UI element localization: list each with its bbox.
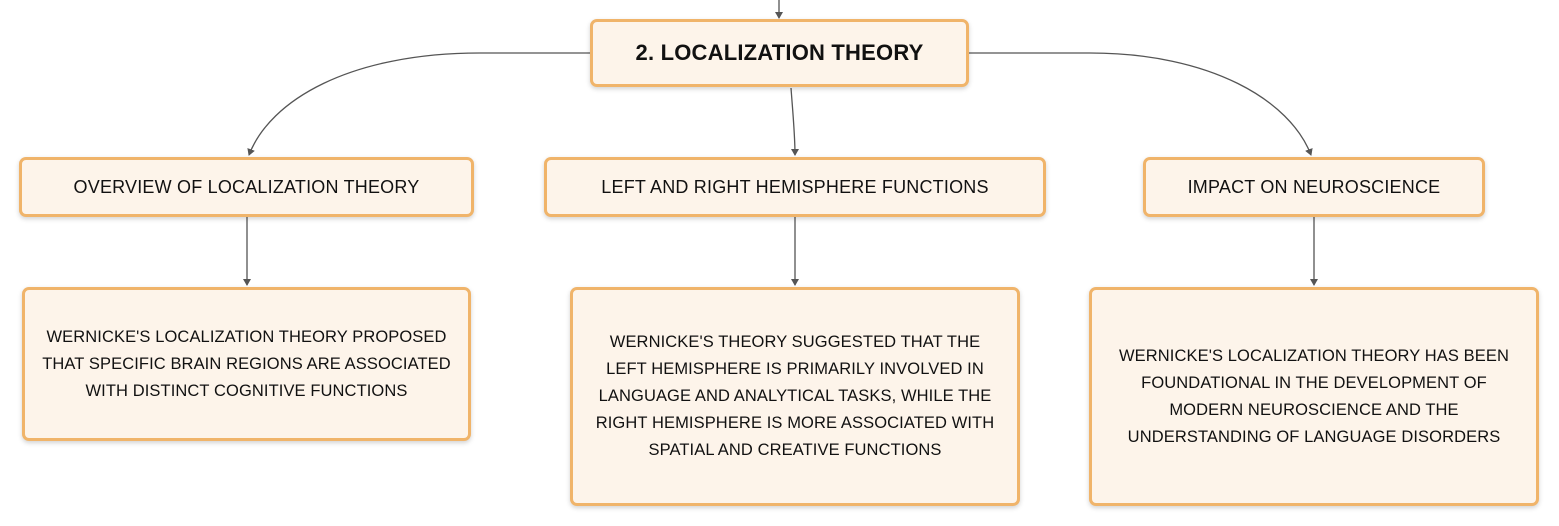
root-node-label: 2. LOCALIZATION THEORY [635, 40, 924, 65]
root-node[interactable] [590, 19, 969, 87]
branch-node-label: LEFT AND RIGHT HEMISPHERE FUNCTIONS [601, 176, 989, 197]
detail-node-text: WERNICKE'S LOCALIZATION THEORY HAS BEEN FOUNDATIONAL IN THE DEVELOPMENT OF MODERN NEUROSCIENCE AND THE UNDERSTANDING OF LANGUAGE DISORDERS [1119, 346, 1509, 446]
connector-root-to-overview [249, 53, 590, 155]
connector-root-to-impact [969, 53, 1311, 155]
detail-node-overview[interactable] [22, 287, 471, 441]
branch-node-label: OVERVIEW OF LOCALIZATION THEORY [73, 176, 420, 197]
detail-node-text: WERNICKE'S LOCALIZATION THEORY PROPOSED THAT SPECIFIC BRAIN REGIONS ARE ASSOCIATED WITH DISTINCT COGNITIVE FUNCTIONS [42, 327, 451, 400]
branch-node-overview[interactable] [19, 157, 474, 217]
detail-node-text: WERNICKE'S THEORY SUGGESTED THAT THE LEFT HEMISPHERE IS PRIMARILY INVOLVED IN LANGUAGE AND ANALYTICAL TASKS, WHILE THE RIGHT HEMISPHERE IS MORE ASSOCIATED WITH SPATIAL AND CREATIVE FUNCTIONS [595, 333, 995, 459]
branch-node-impact[interactable] [1143, 157, 1485, 217]
branch-node-hemisphere-functions[interactable] [544, 157, 1046, 217]
detail-node-hemisphere-functions[interactable] [570, 287, 1020, 506]
detail-node-impact[interactable] [1089, 287, 1539, 506]
connector-root-to-hemisphere [791, 88, 795, 155]
branch-node-label: IMPACT ON NEUROSCIENCE [1187, 176, 1441, 197]
